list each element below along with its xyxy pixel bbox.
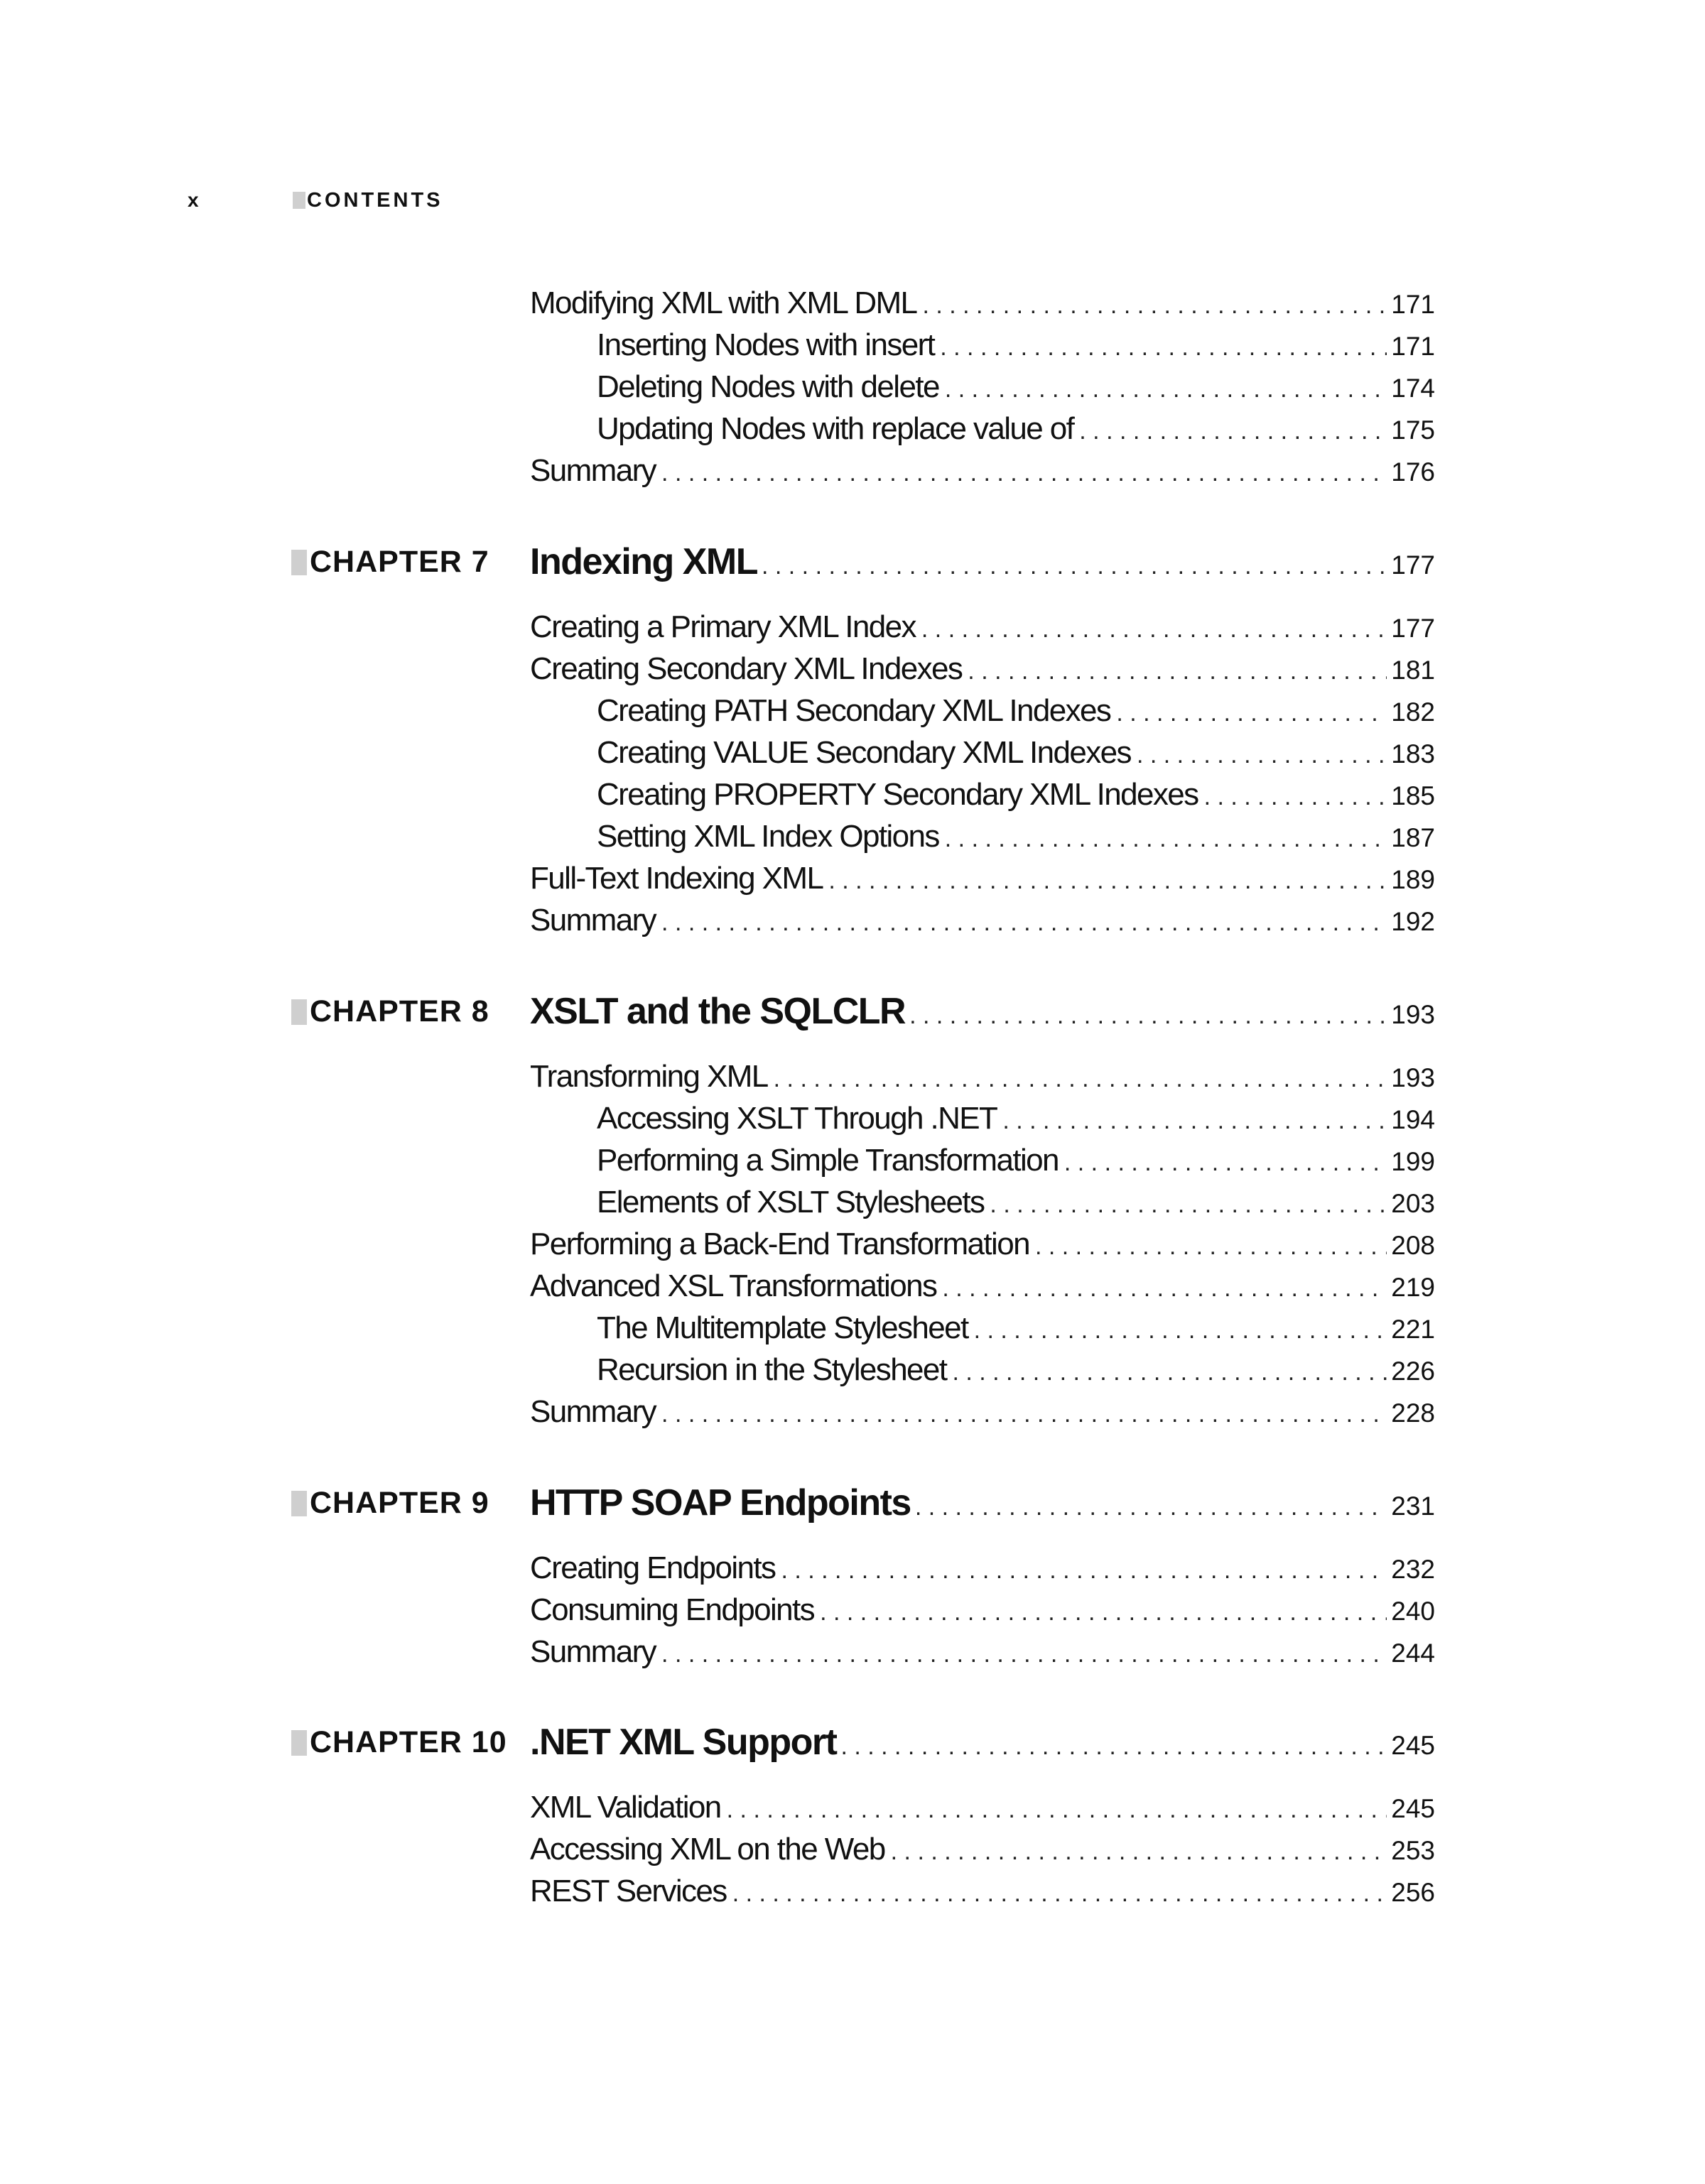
toc-entry-page: 183 bbox=[1391, 739, 1435, 768]
toc-entry-page: 253 bbox=[1391, 1836, 1435, 1865]
chapter-heading-8[interactable] bbox=[291, 987, 1435, 1036]
toc-subentry[interactable] bbox=[597, 816, 1435, 857]
toc-entry-title: Setting XML Index Options bbox=[597, 819, 939, 854]
toc-entry-title: Recursion in the Stylesheet bbox=[597, 1352, 947, 1387]
leader-dots bbox=[820, 1592, 1387, 1633]
toc-entry-title: Accessing XML on the Web bbox=[530, 1832, 885, 1867]
toc-entry-page: 219 bbox=[1391, 1273, 1435, 1302]
toc-entry-page: 203 bbox=[1391, 1189, 1435, 1218]
chapter-heading-10[interactable] bbox=[291, 1717, 1435, 1767]
leader-dots bbox=[1116, 692, 1387, 734]
page-number: x bbox=[188, 189, 199, 211]
toc-entry-title: Performing a Back-End Transformation bbox=[530, 1227, 1029, 1261]
toc-entry-title: Updating Nodes with replace value of bbox=[597, 411, 1074, 446]
leader-dots bbox=[762, 541, 1387, 591]
toc-entry-page: 240 bbox=[1391, 1597, 1435, 1626]
chapter-page: 245 bbox=[1391, 1731, 1435, 1760]
toc-entry[interactable] bbox=[530, 1871, 1435, 1912]
chapter-label: CHAPTER 10 bbox=[310, 1725, 507, 1759]
toc-entry-page: 256 bbox=[1391, 1878, 1435, 1907]
toc-entry[interactable] bbox=[530, 1224, 1435, 1265]
toc-entry[interactable] bbox=[530, 1548, 1435, 1589]
leader-dots bbox=[968, 651, 1387, 692]
toc-entry[interactable] bbox=[530, 283, 1435, 324]
leader-dots bbox=[990, 1184, 1387, 1225]
toc-entry-page: 228 bbox=[1391, 1398, 1435, 1428]
leader-dots bbox=[661, 902, 1387, 943]
leader-dots bbox=[1002, 1100, 1387, 1141]
toc-entry-page: 171 bbox=[1391, 332, 1435, 361]
chapter-title: XSLT and the SQLCLR bbox=[530, 991, 906, 1032]
toc-entry[interactable] bbox=[530, 1590, 1435, 1631]
toc-subentry[interactable] bbox=[597, 1140, 1435, 1181]
toc-entry-title: Accessing XSLT Through .NET bbox=[597, 1101, 997, 1136]
leader-dots bbox=[922, 285, 1387, 326]
toc-subentry[interactable] bbox=[597, 408, 1435, 450]
toc-entry-title: Summary bbox=[530, 453, 656, 488]
toc-entry-page: 194 bbox=[1391, 1105, 1435, 1134]
leader-dots bbox=[828, 860, 1387, 901]
leader-dots bbox=[661, 1634, 1387, 1675]
toc-entry-title: Summary bbox=[530, 903, 656, 938]
chapter-marker-square bbox=[291, 999, 307, 1025]
leader-dots bbox=[1137, 734, 1387, 776]
toc-entry-page: 232 bbox=[1391, 1555, 1435, 1584]
toc-entry[interactable] bbox=[530, 1391, 1435, 1433]
leader-dots bbox=[727, 1789, 1387, 1830]
toc-entry-title: Deleting Nodes with delete bbox=[597, 369, 939, 404]
leader-dots bbox=[661, 452, 1387, 494]
toc-entry-title: Modifying XML with XML DML bbox=[530, 286, 917, 320]
toc-entry-title: REST Services bbox=[530, 1874, 727, 1908]
toc-entry-page: 192 bbox=[1391, 907, 1435, 936]
toc-entry-page: 185 bbox=[1391, 781, 1435, 810]
leader-dots bbox=[891, 1831, 1387, 1872]
toc-entry-page: 176 bbox=[1391, 457, 1435, 487]
toc-entry-title: Consuming Endpoints bbox=[530, 1592, 815, 1627]
chapter-page: 231 bbox=[1391, 1492, 1435, 1521]
toc-entry-page: 221 bbox=[1391, 1315, 1435, 1344]
toc-entry-title: Performing a Simple Transformation bbox=[597, 1143, 1059, 1178]
toc-entry-title: Creating PATH Secondary XML Indexes bbox=[597, 693, 1111, 728]
leader-dots bbox=[781, 1550, 1387, 1591]
toc-entry-page: 245 bbox=[1391, 1794, 1435, 1823]
toc-entry-page: 189 bbox=[1391, 865, 1435, 894]
leader-dots bbox=[732, 1873, 1387, 1914]
chapter-label: CHAPTER 8 bbox=[310, 994, 489, 1028]
chapter-title: .NET XML Support bbox=[530, 1722, 837, 1763]
toc-entry[interactable] bbox=[530, 1056, 1435, 1097]
leader-dots bbox=[942, 1268, 1387, 1309]
leader-dots bbox=[945, 818, 1387, 859]
toc-entry-page: 208 bbox=[1391, 1231, 1435, 1260]
toc-entry[interactable] bbox=[530, 1787, 1435, 1828]
toc-entry-page: 187 bbox=[1391, 823, 1435, 852]
toc-entry-page: 182 bbox=[1391, 697, 1435, 727]
toc-subentry[interactable] bbox=[597, 1349, 1435, 1391]
leader-dots bbox=[1204, 776, 1387, 817]
chapter-title: Indexing XML bbox=[530, 541, 757, 582]
leader-dots bbox=[1064, 1142, 1387, 1183]
toc-entry-title: Advanced XSL Transformations bbox=[530, 1268, 937, 1303]
chapter-label: CHAPTER 9 bbox=[310, 1486, 489, 1520]
toc-subentry[interactable] bbox=[597, 1098, 1435, 1139]
toc-entry-page: 181 bbox=[1391, 656, 1435, 685]
chapter-marker-square bbox=[291, 1491, 307, 1516]
leader-dots bbox=[921, 609, 1387, 650]
leader-dots bbox=[915, 1482, 1387, 1532]
toc-entry-title: XML Validation bbox=[530, 1790, 721, 1825]
toc-subentry[interactable] bbox=[597, 366, 1435, 408]
toc-entry[interactable] bbox=[530, 1631, 1435, 1673]
toc-subentry[interactable] bbox=[597, 690, 1435, 732]
leader-dots bbox=[1079, 411, 1387, 452]
toc-subentry[interactable] bbox=[597, 732, 1435, 773]
toc-entry-page: 226 bbox=[1391, 1357, 1435, 1386]
leader-dots bbox=[1035, 1226, 1387, 1267]
running-header-label: CONTENTS bbox=[307, 189, 443, 212]
toc-entry-title: Creating VALUE Secondary XML Indexes bbox=[597, 735, 1131, 770]
toc-entry-title: Summary bbox=[530, 1394, 656, 1429]
toc-entry[interactable] bbox=[530, 607, 1435, 648]
toc-entry-title: The Multitemplate Stylesheet bbox=[597, 1310, 968, 1345]
toc-entry[interactable] bbox=[530, 1829, 1435, 1870]
leader-dots bbox=[952, 1352, 1387, 1393]
toc-entry-page: 177 bbox=[1391, 614, 1435, 643]
chapter-label: CHAPTER 7 bbox=[310, 545, 489, 579]
leader-dots bbox=[661, 1393, 1387, 1435]
toc-entry-page: 193 bbox=[1391, 1063, 1435, 1092]
chapter-page: 193 bbox=[1391, 1000, 1435, 1029]
leader-dots bbox=[940, 327, 1387, 368]
toc-subentry[interactable] bbox=[597, 325, 1435, 366]
toc-subentry[interactable] bbox=[597, 1308, 1435, 1349]
chapter-marker-square bbox=[291, 1730, 307, 1756]
toc-entry-title: Creating PROPERTY Secondary XML Indexes bbox=[597, 777, 1198, 812]
toc-entry-page: 199 bbox=[1391, 1147, 1435, 1176]
toc-entry-title: Creating a Primary XML Index bbox=[530, 609, 916, 644]
leader-dots bbox=[774, 1058, 1387, 1099]
chapter-marker-square bbox=[291, 550, 307, 575]
leader-dots bbox=[909, 991, 1387, 1041]
toc-subentry[interactable] bbox=[597, 1182, 1435, 1223]
toc-subentry[interactable] bbox=[597, 774, 1435, 815]
toc-entry[interactable] bbox=[530, 648, 1435, 690]
toc-entry-title: Summary bbox=[530, 1634, 656, 1669]
toc-entry-page: 171 bbox=[1391, 290, 1435, 319]
chapter-heading-7[interactable] bbox=[291, 537, 1435, 587]
toc-entry[interactable] bbox=[530, 900, 1435, 941]
leader-dots bbox=[974, 1310, 1387, 1351]
toc-entry-title: Creating Secondary XML Indexes bbox=[530, 651, 963, 686]
toc-entry[interactable] bbox=[530, 858, 1435, 899]
leader-dots bbox=[840, 1722, 1387, 1771]
toc-entry-page: 244 bbox=[1391, 1639, 1435, 1668]
toc-entry-title: Transforming XML bbox=[530, 1059, 768, 1094]
toc-entry[interactable] bbox=[530, 450, 1435, 491]
toc-entry[interactable] bbox=[530, 1266, 1435, 1307]
toc-entry-page: 174 bbox=[1391, 374, 1435, 403]
toc-entry-title: Creating Endpoints bbox=[530, 1550, 776, 1585]
chapter-page: 177 bbox=[1391, 550, 1435, 580]
toc-entry-page: 175 bbox=[1391, 415, 1435, 445]
toc-entry-title: Inserting Nodes with insert bbox=[597, 327, 935, 362]
leader-dots bbox=[945, 369, 1387, 410]
chapter-title: HTTP SOAP Endpoints bbox=[530, 1482, 911, 1523]
chapter-heading-9[interactable] bbox=[291, 1478, 1435, 1528]
toc-entry-title: Full-Text Indexing XML bbox=[530, 861, 823, 896]
toc-entry-title: Elements of XSLT Stylesheets bbox=[597, 1185, 985, 1219]
